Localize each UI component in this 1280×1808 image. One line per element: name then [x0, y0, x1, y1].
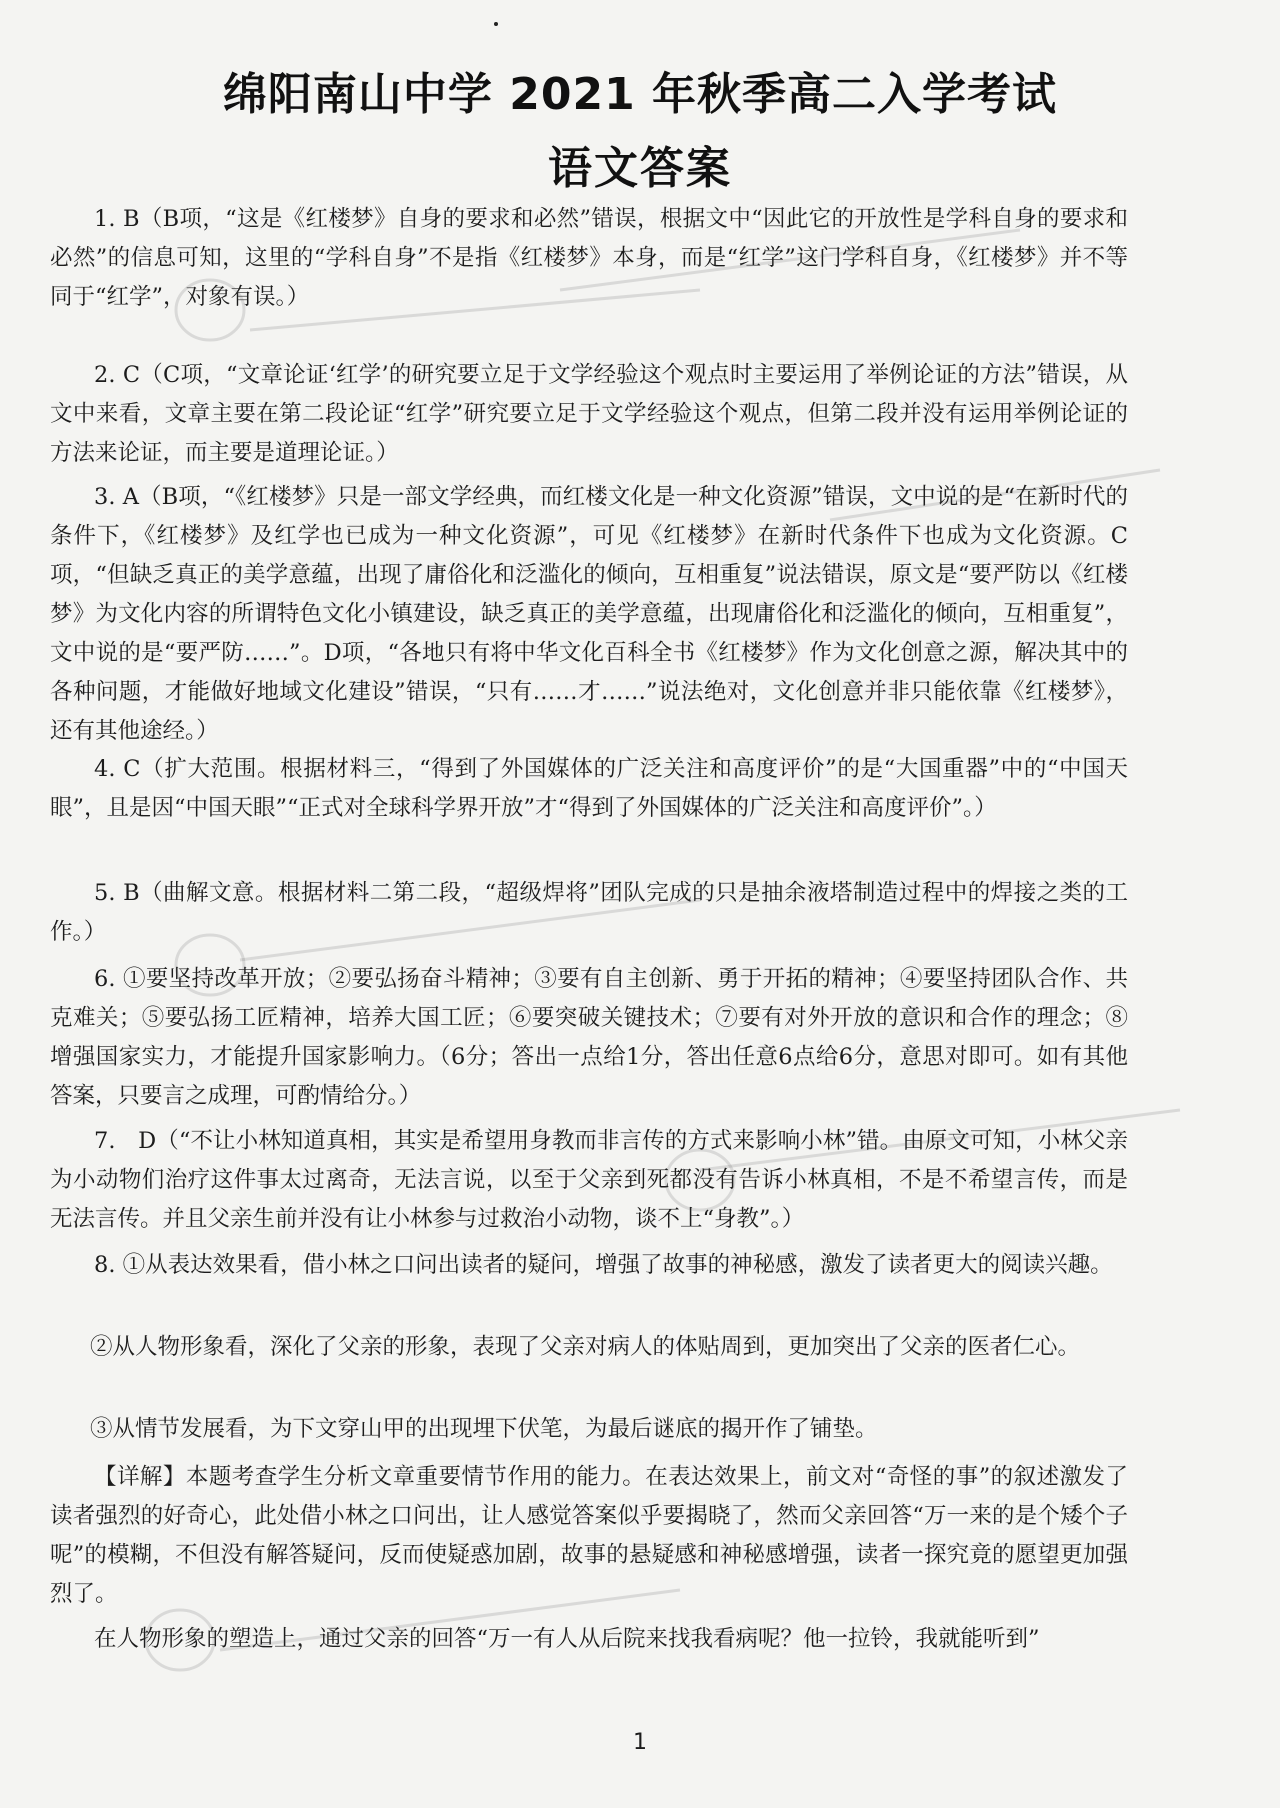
- answer-q6: 6. ①要坚持改革开放；②要弘扬奋斗精神；③要有自主创新、勇于开拓的精神；④要坚持团队合作、共克难关；⑤要弘扬工匠精神，培养大国工匠；⑥要突破关键技术；⑦要有对外开放的意识和合作的理念；⑧增强国家实力，才能提升国家影响力。（6分；答出一点给1分，答出任意6点给6分，意思对即可。如有其他答案，只要言之成理，可酌情给分。）: [50, 966, 1128, 1109]
- exam-subtitle: 语文答案: [548, 143, 732, 194]
- watermark-circle: [176, 935, 244, 995]
- answer-q7: 7. D（“不让小林知道真相，其实是希望用身教而非言传的方式来影响小林”错。由原文可知，小林父亲为小动物们治疗这件事太过离奇，无法言说，以至于父亲到死都没有告诉小林真相，不是不希望言传，而是无法言传。并且父亲生前并没有让小林参与过救治小动物，谈不上“身教”。）: [50, 1128, 1128, 1232]
- answer-q8-point-3: ③从情节发展看，为下文穿山甲的出现埋下伏笔，为最后谜底的揭开作了铺垫。: [90, 1416, 878, 1442]
- page-number: 1: [633, 1730, 647, 1755]
- answer-q2: 2. C（C项，“文章论证‘红学’的研究要立足于文学经验这个观点时主要运用了举例论证的方法”错误，从文中来看，文章主要在第二段论证“红学”研究要立足于文学经验这个观点，但第二段并没有运用举例论证的方法来论证，而主要是道理论证。）: [50, 362, 1128, 466]
- watermark-stroke: [560, 230, 1020, 290]
- answer-q4: 4. C（扩大范围。根据材料三，“得到了外国媒体的广泛关注和高度评价”的是“大国重器”中的“中国天眼”，且是因“中国天眼”“正式对全球科学界开放”才“得到了外国媒体的广泛关注和高度评价”。）: [50, 756, 1128, 821]
- answer-q8-point-2: ②从人物形象看，深化了父亲的形象，表现了父亲对病人的体贴周到，更加突出了父亲的医者仁心。: [90, 1334, 1081, 1360]
- watermark-stroke: [220, 1590, 680, 1650]
- answer-q8-explanation-cont: 在人物形象的塑造上，通过父亲的回答“万一有人从后院来找我看病呢？他一拉铃，我就能听到”: [94, 1626, 1040, 1652]
- watermark-stroke: [240, 900, 700, 960]
- watermark-circle: [666, 1150, 734, 1210]
- answer-q5: 5. B（曲解文意。根据材料二第二段，“超级焊将”团队完成的只是抽余液塔制造过程中的焊接之类的工作。）: [50, 880, 1128, 945]
- answer-q8-point-1: 8. ①从表达效果看，借小林之口问出读者的疑问，增强了故事的神秘感，激发了读者更大的阅读兴趣。: [94, 1252, 1113, 1278]
- exam-title: 绵阳南山中学 2021 年秋季高二入学考试: [222, 69, 1058, 120]
- watermark-circle: [146, 1610, 214, 1670]
- watermark-circle: [176, 280, 244, 340]
- answer-q1: 1. B（B项，“这是《红楼梦》自身的要求和必然”错误，根据文中“因此它的开放性是学科自身的要求和必然”的信息可知，这里的“学科自身”不是指《红楼梦》本身，而是“红学”这门学科自身，《红楼梦》并不等同于“红学”，对象有误。）: [50, 206, 1128, 310]
- watermark-stroke: [250, 290, 700, 330]
- watermark-stroke: [830, 470, 1160, 520]
- answer-q3: 3. A（B项，“《红楼梦》只是一部文学经典，而红楼文化是一种文化资源”错误，文中说的是“在新时代的条件下，《红楼梦》及红学也已成为一种文化资源”，可见《红楼梦》在新时代条件下也成为文化资源。C项，“但缺乏真正的美学意蕴，出现了庸俗化和泛滥化的倾向，互相重复”说法错误，原文是“要严防以《红楼梦》为文化内容的所谓特色文化小镇建设，缺乏真正的美学意蕴，出现庸俗化和泛滥化的倾向，互相重复”，文中说的是“要严防……”。D项，“各地只有将中华文化百科全书《红楼梦》作为文化创意之源，解决其中的各种问题，才能做好地域文化建设”错误，“只有……才……”说法绝对，文化创意并非只能依靠《红楼梦》，还有其他途经。）: [50, 484, 1128, 744]
- answer-q8-explanation: 【详解】本题考查学生分析文章重要情节作用的能力。在表达效果上，前文对“奇怪的事”的叙述激发了读者强烈的好奇心，此处借小林之口问出，让人感觉答案似乎要揭晓了，然而父亲回答“万一来的是个矮个子呢”的模糊，不但没有解答疑问，反而使疑惑加剧，故事的悬疑感和神秘感增强，读者一探究竟的愿望更加强烈了。: [50, 1464, 1128, 1607]
- watermark-stroke: [700, 1110, 1180, 1170]
